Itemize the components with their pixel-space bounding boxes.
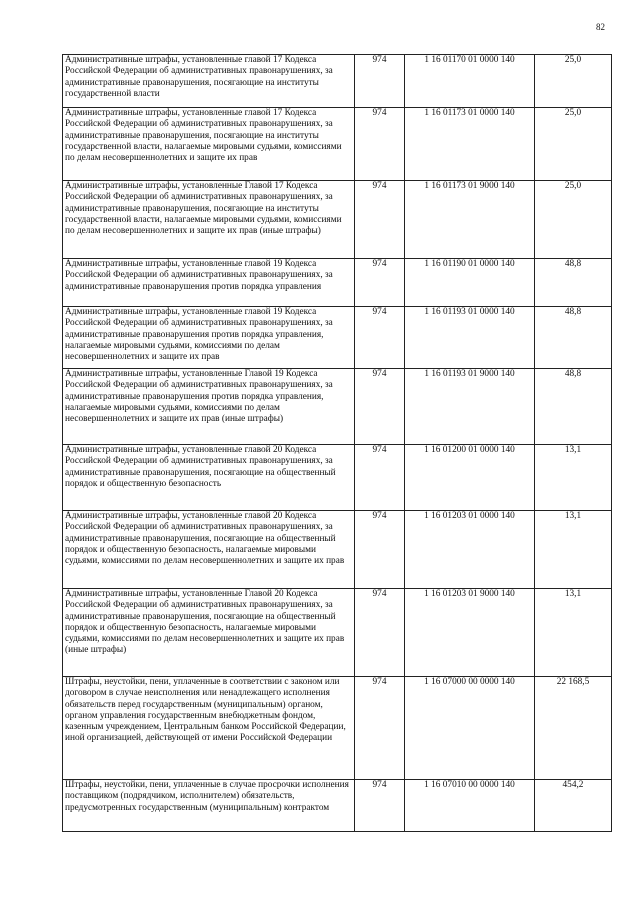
row-kbk-code: 1 16 01170 01 0000 140	[405, 55, 535, 108]
row-kbk-code: 1 16 01173 01 0000 140	[405, 108, 535, 181]
row-amount: 25,0	[535, 108, 612, 181]
table-row	[63, 511, 612, 589]
table-row	[63, 108, 612, 181]
row-kbk-code: 1 16 01193 01 0000 140	[405, 307, 535, 369]
table-row	[63, 181, 612, 259]
table-row	[63, 677, 612, 780]
row-amount: 25,0	[535, 181, 612, 259]
row-amount: 22 168,5	[535, 677, 612, 780]
row-description: Штрафы, неустойки, пени, уплаченные в соответствии с законом или договором в случае неисполнения или ненадлежащего исполнения обязательств перед государственным (муниципальным) органом, органом управления государственным внебюджетным фондом, казенным учреждением, Центральным банком Российской Федерации, иной организацией, действующей от имени Российской Федерации	[63, 677, 355, 780]
row-admin-code: 974	[355, 369, 405, 445]
row-admin-code: 974	[355, 307, 405, 369]
row-admin-code: 974	[355, 589, 405, 677]
row-kbk-code: 1 16 07000 00 0000 140	[405, 677, 535, 780]
row-kbk-code: 1 16 01193 01 9000 140	[405, 369, 535, 445]
table-row	[63, 589, 612, 677]
row-admin-code: 974	[355, 677, 405, 780]
row-kbk-code: 1 16 01173 01 9000 140	[405, 181, 535, 259]
row-description: Административные штрафы, установленные главой 20 Кодекса Российской Федерации об административных правонарушениях, за административные правонарушения, посягающие на общественный порядок и общественную безопасность, налагаемые мировыми судьями, комиссиями по делам несовершеннолетних и защите их прав	[63, 511, 355, 589]
row-amount: 13,1	[535, 445, 612, 511]
row-kbk-code: 1 16 01203 01 9000 140	[405, 589, 535, 677]
row-admin-code: 974	[355, 511, 405, 589]
table-row	[63, 259, 612, 307]
row-description: Административные штрафы, установленные главой 17 Кодекса Российской Федерации об административных правонарушениях, за административные правонарушения, посягающие на институты государственной власти, налагаемые мировыми судьями, комиссиями по делам несовершеннолетних и защите их прав	[63, 108, 355, 181]
row-amount: 13,1	[535, 511, 612, 589]
table-row	[63, 55, 612, 108]
row-admin-code: 974	[355, 259, 405, 307]
row-amount: 48,8	[535, 307, 612, 369]
row-kbk-code: 1 16 07010 00 0000 140	[405, 780, 535, 832]
table-row	[63, 307, 612, 369]
row-admin-code: 974	[355, 55, 405, 108]
row-description: Административные штрафы, установленные Главой 20 Кодекса Российской Федерации об административных правонарушениях, за административные правонарушения, посягающие на общественный порядок и общественную безопасность, налагаемые мировыми судьями, комиссиями по делам несовершеннолетних и защите их прав (иные штрафы)	[63, 589, 355, 677]
row-amount: 13,1	[535, 589, 612, 677]
row-amount: 48,8	[535, 369, 612, 445]
table-row	[63, 369, 612, 445]
row-kbk-code: 1 16 01190 01 0000 140	[405, 259, 535, 307]
row-admin-code: 974	[355, 181, 405, 259]
row-amount: 25,0	[535, 55, 612, 108]
row-kbk-code: 1 16 01203 01 0000 140	[405, 511, 535, 589]
budget-revenue-table	[62, 54, 612, 832]
table-row	[63, 780, 612, 832]
row-description: Штрафы, неустойки, пени, уплаченные в случае просрочки исполнения поставщиком (подрядчиком, исполнителем) обязательств, предусмотренных государственным (муниципальным) контрактом	[63, 780, 355, 832]
row-admin-code: 974	[355, 780, 405, 832]
row-description: Административные штрафы, установленные Главой 17 Кодекса Российской Федерации об административных правонарушениях, за административные правонарушения, посягающие на институты государственной власти, налагаемые мировыми судьями, комиссиями по делам несовершеннолетних и защите их прав (иные штрафы)	[63, 181, 355, 259]
row-description: Административные штрафы, установленные главой 19 Кодекса Российской Федерации об административных правонарушениях, за административные правонарушения против порядка управления	[63, 259, 355, 307]
row-description: Административные штрафы, установленные главой 19 Кодекса Российской Федерации об административных правонарушениях, за административные правонарушения против порядка управления, налагаемые мировыми судьями, комиссиями по делам несовершеннолетних и защите их прав	[63, 307, 355, 369]
row-description: Административные штрафы, установленные главой 20 Кодекса Российской Федерации об административных правонарушениях, за административные правонарушения, посягающие на общественный порядок и общественную безопасность	[63, 445, 355, 511]
row-amount: 454,2	[535, 780, 612, 832]
row-amount: 48,8	[535, 259, 612, 307]
row-description: Административные штрафы, установленные главой 17 Кодекса Российской Федерации об административных правонарушениях, за административные правонарушения, посягающие на институты государственной власти	[63, 55, 355, 108]
row-admin-code: 974	[355, 108, 405, 181]
row-kbk-code: 1 16 01200 01 0000 140	[405, 445, 535, 511]
row-admin-code: 974	[355, 445, 405, 511]
row-description: Административные штрафы, установленные Главой 19 Кодекса Российской Федерации об административных правонарушениях, за административные правонарушения против порядка управления, налагаемые мировыми судьями, комиссиями по делам несовершеннолетних и защите их прав (иные штрафы)	[63, 369, 355, 445]
table-row	[63, 445, 612, 511]
page-number: 82	[596, 22, 605, 32]
